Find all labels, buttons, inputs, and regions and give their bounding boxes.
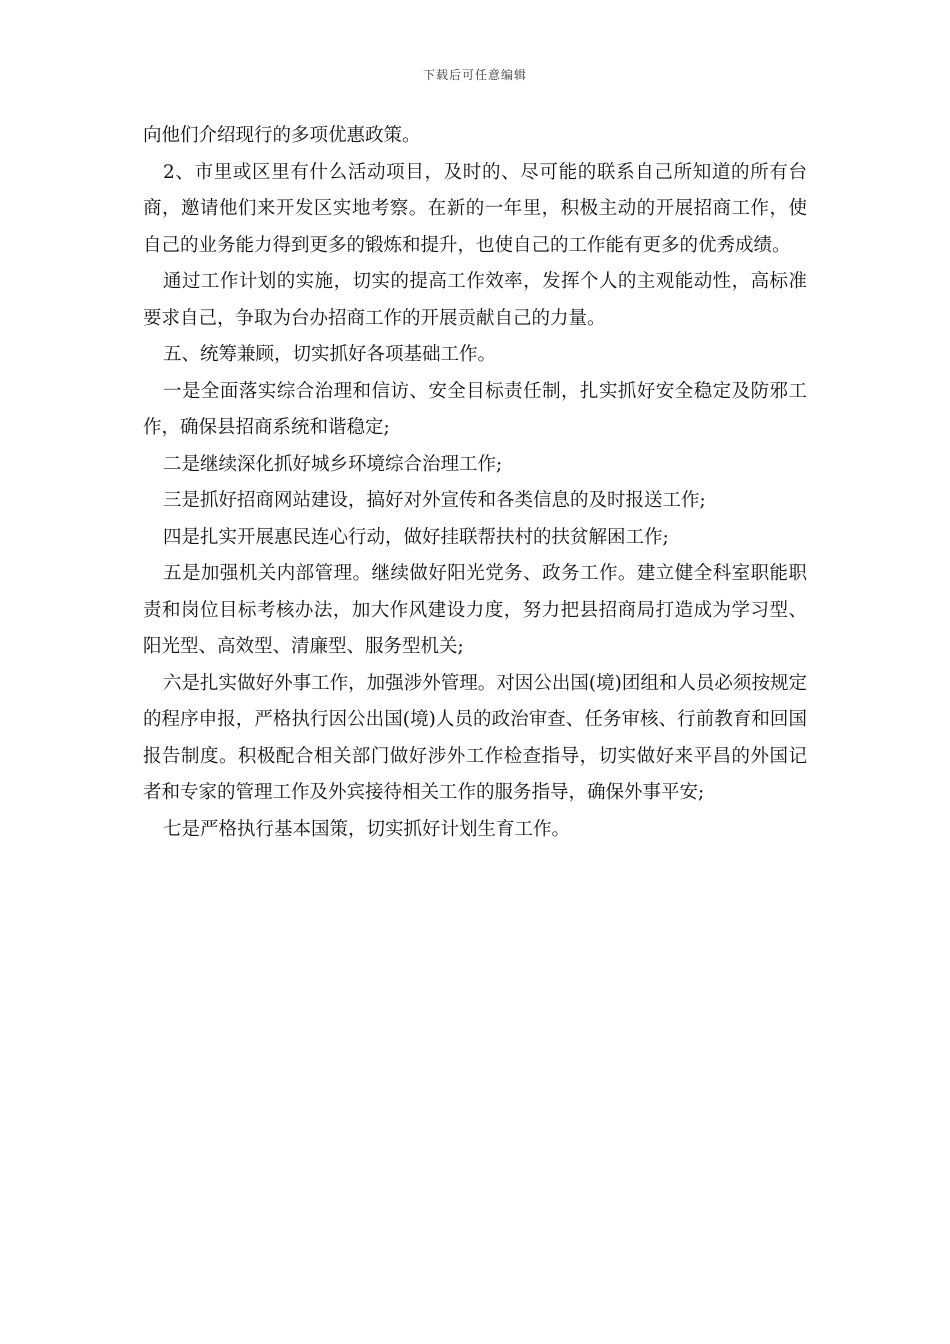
paragraph-point-2: 二是继续深化抓好城乡环境综合治理工作;	[163, 453, 503, 475]
paragraph-point-4: 四是扎实开展惠民连心行动，做好挂联帮扶村的扶贫解困工作;	[163, 526, 669, 548]
paragraph-point-7: 七是严格执行基本国策，切实抓好计划生育工作。	[163, 818, 571, 840]
paragraph-continuation: 向他们介绍现行的多项优惠政策。	[143, 125, 421, 146]
paragraph-item-2: 2、市里或区里有什么活动项目，及时的、尽可能的联系自己所知道的所有台商，邀请他们来开发区实地考察。在新的一年里，积极主动的开展招商工作，使自己的业务能力得到更多的锻炼和提升，也使自己的工作能有更多的优秀成绩。	[143, 161, 807, 256]
paragraph-plan-summary: 通过工作计划的实施，切实的提高工作效率，发挥个人的主观能动性，高标准要求自己，争取为台办招商工作的开展贡献自己的力量。	[143, 271, 807, 329]
document-body	[143, 118, 807, 848]
page-header: 下载后可任意编辑	[422, 68, 527, 82]
paragraph-point-3: 三是抓好招商网站建设，搞好对外宣传和各类信息的及时报送工作;	[163, 490, 706, 511]
paragraph-point-5: 五是加强机关内部管理。继续做好阳光党务、政务工作。建立健全科室职能职责和岗位目标考核办法，加大作风建设力度，努力把县招商局打造成为学习型、阳光型、高效型、清廉型、服务型机关;	[143, 563, 807, 657]
paragraph-point-6: 六是扎实做好外事工作，加强涉外管理。对因公出国(境)团组和人员必须按规定的程序申报，严格执行因公出国(境)人员的政治审查、任务审核、行前教育和回国报告制度。积极配合相关部门做好涉外工作检查指导，切实做好来平昌的外国记者和专家的管理工作及外宾接待相关工作的服务指导，确保外事平安;	[143, 672, 807, 803]
paragraph-point-1: 一是全面落实综合治理和信访、安全目标责任制，扎实抓好安全稳定及防邪工作，确保县招商系统和谐稳定;	[143, 380, 807, 438]
section-heading-5: 五、统筹兼顾，切实抓好各项基础工作。	[163, 344, 497, 365]
